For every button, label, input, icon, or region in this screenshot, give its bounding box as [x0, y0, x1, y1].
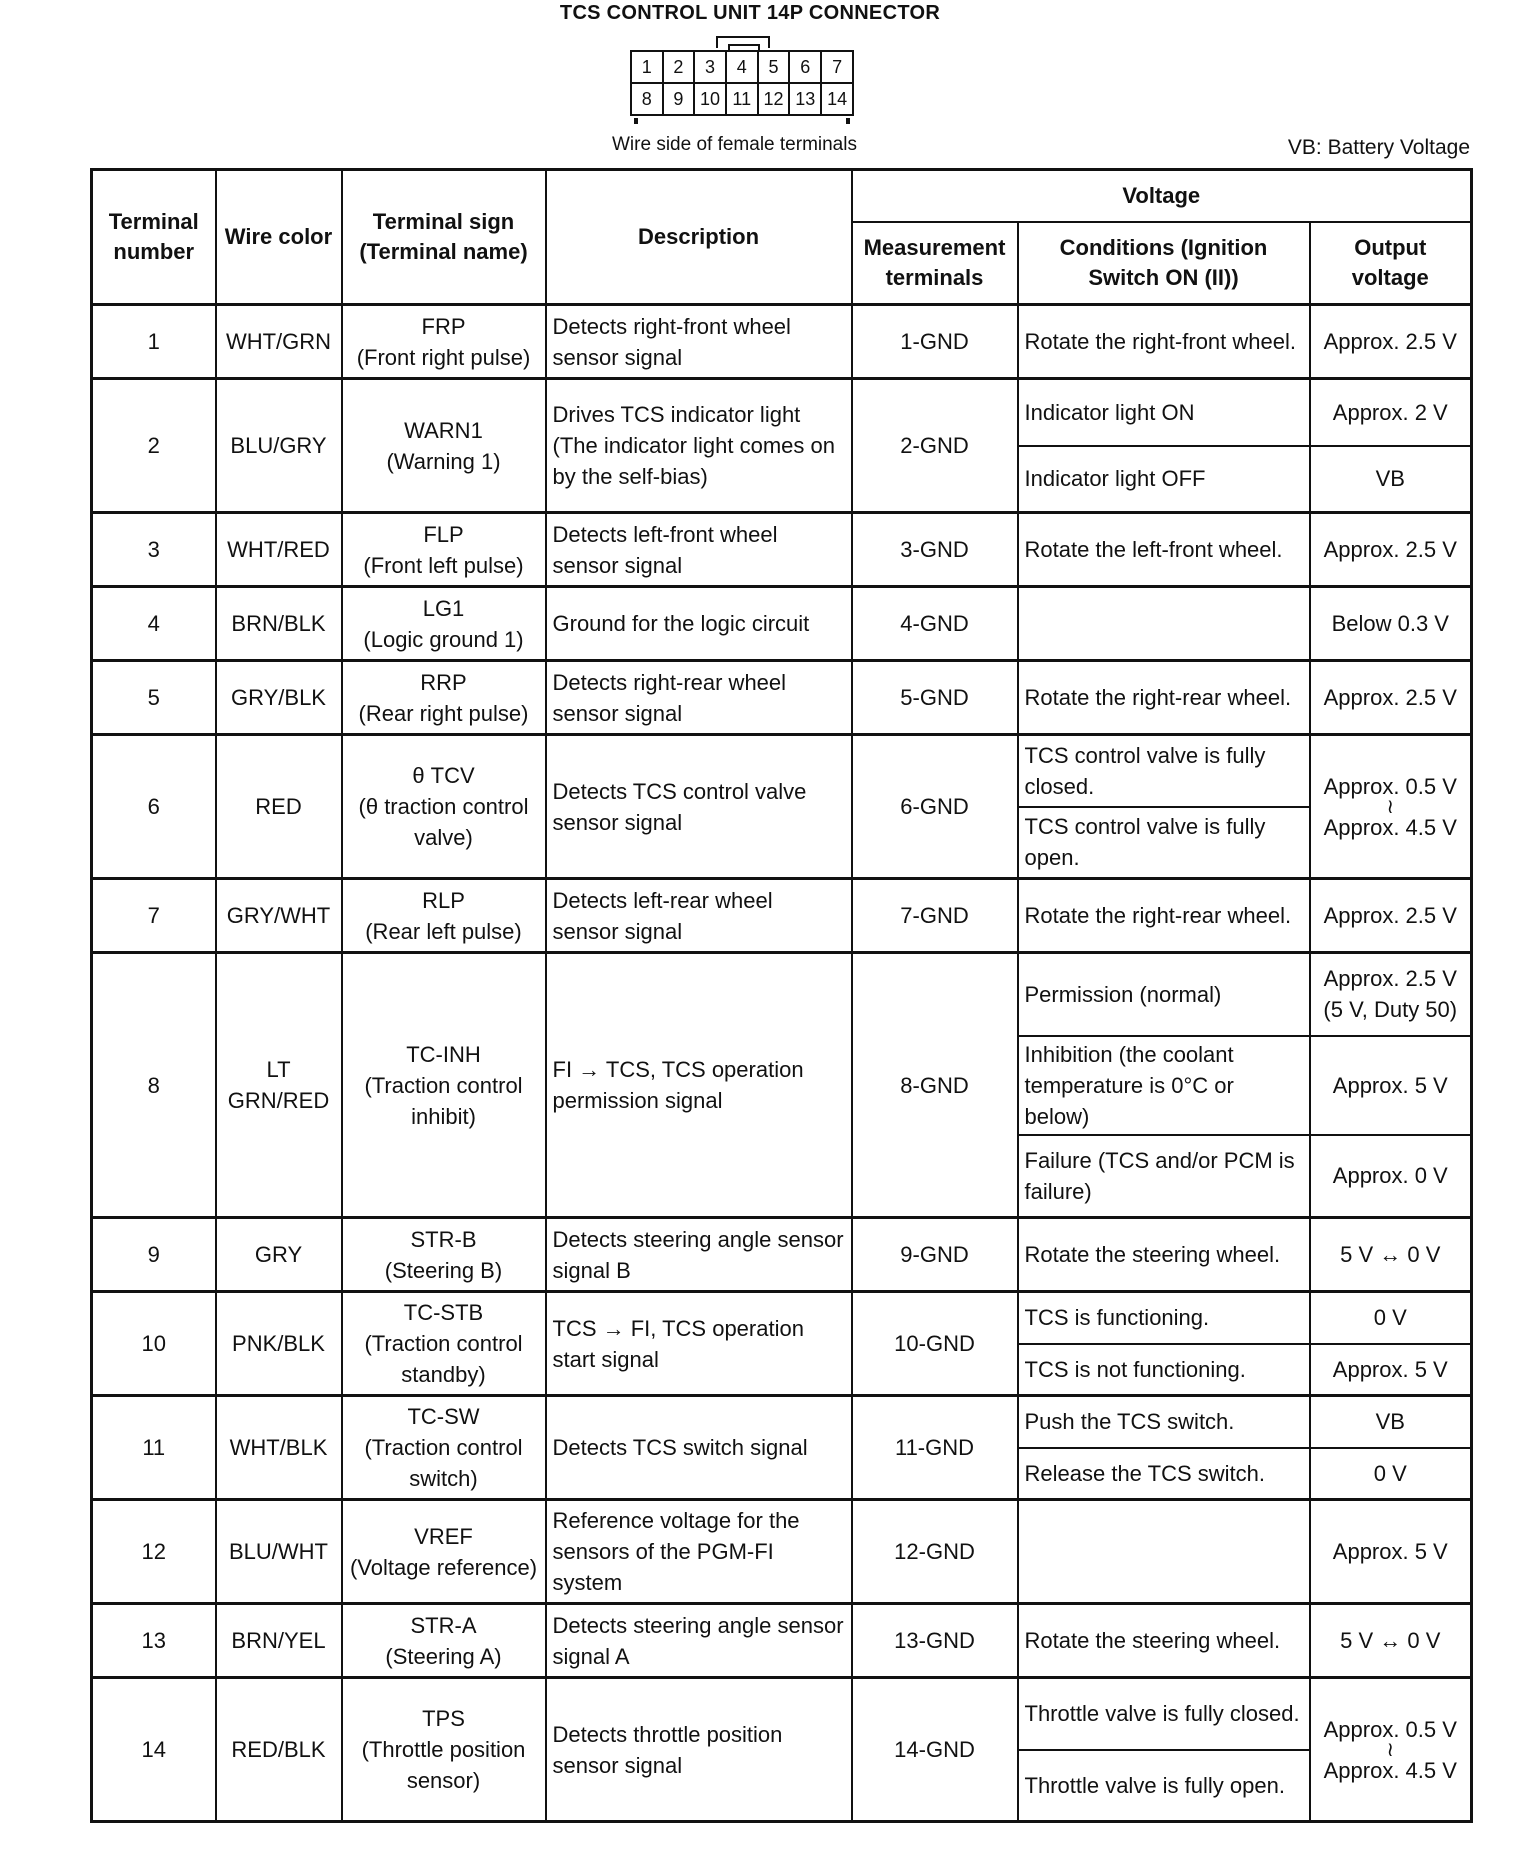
measurement-terminals-cell: 6-GND	[852, 735, 1018, 879]
description-cell: Detects TCS switch signal	[546, 1396, 852, 1500]
terminal-sign-cell	[342, 1604, 546, 1678]
output-voltage-cell: 5 V ↔ 0 V	[1310, 1604, 1472, 1678]
table-row	[92, 953, 1472, 1036]
terminal-number-cell: 12	[92, 1500, 216, 1604]
terminal-sign-cell	[342, 587, 546, 661]
description-cell: Detects throttle position sensor signal	[546, 1678, 852, 1822]
description-cell: Detects left-rear wheel sensor signal	[546, 879, 852, 953]
terminal-sign-cell	[342, 513, 546, 587]
terminal-sign-name: (Rear right pulse)	[358, 700, 529, 726]
terminal-sign-cell	[342, 735, 546, 879]
vb-note: VB: Battery Voltage	[1287, 136, 1470, 159]
terminal-sign-name: (Warning 1)	[386, 448, 501, 474]
condition-cell: Indicator light OFF	[1018, 446, 1310, 513]
terminal-sign-code: RLP	[422, 887, 465, 913]
table-body	[92, 305, 1472, 1822]
table-row	[92, 735, 1472, 807]
terminal-table	[90, 168, 1473, 1823]
pin-cell: 7	[821, 51, 853, 83]
measurement-terminals-cell: 9-GND	[852, 1218, 1018, 1292]
range-tilde-icon: ≀	[1386, 1738, 1395, 1761]
terminal-sign-code: θ TCV	[412, 763, 475, 788]
terminal-sign-code: TC-STB	[403, 1300, 484, 1325]
terminal-sign-cell	[342, 305, 546, 379]
terminal-sign-name: (Front left pulse)	[363, 552, 524, 578]
output-voltage-cell: VB	[1310, 1396, 1472, 1448]
wire-color-cell: RED/BLK	[216, 1678, 342, 1822]
terminal-number-cell: 9	[92, 1218, 216, 1292]
output-voltage-min: Approx. 0.5 V	[1323, 773, 1457, 799]
table-row	[92, 1396, 1472, 1448]
description-cell: TCS → FI, TCS operation start signal	[546, 1292, 852, 1396]
pin-cell: 3	[694, 51, 726, 83]
description-cell: Detects right-front wheel sensor signal	[546, 305, 852, 379]
terminal-sign-code: FRP	[421, 313, 466, 339]
output-voltage-range-cell	[1310, 1678, 1472, 1822]
terminal-number-cell: 6	[92, 735, 216, 879]
wire-color-cell: BRN/YEL	[216, 1604, 342, 1678]
header-output-voltage: Output voltage	[1310, 222, 1472, 305]
terminal-sign-name: (θ traction control valve)	[358, 794, 529, 850]
condition-cell: TCS is not functioning.	[1018, 1344, 1310, 1396]
condition-cell: Permission (normal)	[1018, 953, 1310, 1036]
terminal-number-cell: 14	[92, 1678, 216, 1822]
wire-color-cell: BLU/GRY	[216, 379, 342, 513]
output-voltage-cell: Below 0.3 V	[1310, 587, 1472, 661]
table-row	[92, 1292, 1472, 1344]
terminal-number-cell: 11	[92, 1396, 216, 1500]
header-measurement-terminals: Measurement terminals	[852, 222, 1018, 305]
output-voltage-cell: Approx. 5 V	[1310, 1344, 1472, 1396]
header-terminal-sign: Terminal sign (Terminal name)	[342, 170, 546, 305]
measurement-terminals-cell: 4-GND	[852, 587, 1018, 661]
terminal-number-cell: 1	[92, 305, 216, 379]
output-voltage-cell: Approx. 2 V	[1310, 379, 1472, 446]
terminal-sign-code: VREF	[414, 1523, 473, 1549]
terminal-sign-name: (Logic ground 1)	[363, 626, 524, 652]
wire-side-label: Wire side of female terminals	[612, 134, 857, 155]
terminal-number-cell: 5	[92, 661, 216, 735]
wire-color-cell: RED	[216, 735, 342, 879]
description-cell: Detects steering angle sensor signal B	[546, 1218, 852, 1292]
description-cell: Drives TCS indicator light (The indicator light comes on by the self-bias)	[546, 379, 852, 513]
pin-cell: 12	[758, 83, 790, 115]
pin-cell: 1	[631, 51, 663, 83]
connector-title: TCS CONTROL UNIT 14P CONNECTOR	[559, 2, 941, 24]
pin-cell: 8	[631, 83, 663, 115]
wire-color-cell: LT GRN/RED	[216, 953, 342, 1218]
measurement-terminals-cell: 5-GND	[852, 661, 1018, 735]
terminal-number-cell: 2	[92, 379, 216, 513]
terminal-number-cell: 3	[92, 513, 216, 587]
output-voltage-cell: 0 V	[1310, 1448, 1472, 1500]
description-cell: Reference voltage for the sensors of the PGM-FI system	[546, 1500, 852, 1604]
condition-cell: Rotate the left-front wheel.	[1018, 513, 1310, 587]
description-cell: Detects steering angle sensor signal A	[546, 1604, 852, 1678]
pin-cell: 9	[663, 83, 695, 115]
terminal-sign-code: STR-A	[410, 1612, 477, 1638]
condition-cell: Failure (TCS and/or PCM is failure)	[1018, 1135, 1310, 1218]
output-voltage-cell: Approx. 0 V	[1310, 1135, 1472, 1218]
measurement-terminals-cell: 3-GND	[852, 513, 1018, 587]
condition-cell: Throttle valve is fully closed.	[1018, 1678, 1310, 1750]
condition-cell: Rotate the right-rear wheel.	[1018, 661, 1310, 735]
description-cell: Ground for the logic circuit	[546, 587, 852, 661]
terminal-sign-cell	[342, 1396, 546, 1500]
table-row	[92, 661, 1472, 735]
output-voltage-cell: VB	[1310, 446, 1472, 513]
pin-row-bottom	[631, 83, 853, 115]
measurement-terminals-cell: 8-GND	[852, 953, 1018, 1218]
wire-color-cell: BRN/BLK	[216, 587, 342, 661]
table-header	[92, 170, 1472, 305]
connector-diagram	[630, 50, 854, 118]
output-voltage-cell: Approx. 2.5 V	[1310, 879, 1472, 953]
wire-color-cell: WHT/BLK	[216, 1396, 342, 1500]
connector-pin-grid	[630, 50, 854, 116]
output-voltage-cell: Approx. 2.5 V	[1310, 513, 1472, 587]
header-terminal-number: Terminal number	[92, 170, 216, 305]
terminal-sign-code: TC-SW	[407, 1404, 480, 1429]
condition-cell: Push the TCS switch.	[1018, 1396, 1310, 1448]
pin-cell: 4	[726, 51, 758, 83]
pin-cell: 5	[758, 51, 790, 83]
condition-cell: TCS control valve is fully closed.	[1018, 735, 1310, 807]
terminal-sign-name: (Rear left pulse)	[365, 918, 522, 944]
wire-color-cell: BLU/WHT	[216, 1500, 342, 1604]
table-row	[92, 1678, 1472, 1750]
wire-color-cell: GRY/BLK	[216, 661, 342, 735]
condition-cell: Rotate the steering wheel.	[1018, 1218, 1310, 1292]
header-conditions: Conditions (Ignition Switch ON (II))	[1018, 222, 1310, 305]
condition-cell: Rotate the steering wheel.	[1018, 1604, 1310, 1678]
table-row	[92, 879, 1472, 953]
measurement-terminals-cell: 10-GND	[852, 1292, 1018, 1396]
terminal-sign-name: (Traction control inhibit)	[364, 1072, 523, 1129]
range-tilde-icon: ≀	[1386, 795, 1395, 818]
terminal-sign-name: (Traction control switch)	[364, 1435, 523, 1491]
condition-cell: Indicator light ON	[1018, 379, 1310, 446]
terminal-sign-name: (Steering B)	[384, 1257, 503, 1283]
output-voltage-cell: Approx. 5 V	[1310, 1500, 1472, 1604]
terminal-sign-code: TPS	[422, 1706, 465, 1731]
terminal-sign-cell	[342, 953, 546, 1218]
header-description: Description	[546, 170, 852, 305]
connector-ear	[846, 118, 850, 124]
header-wire-color: Wire color	[216, 170, 342, 305]
terminal-sign-code: STR-B	[410, 1226, 477, 1252]
output-voltage-cell: Approx. 2.5 V	[1310, 661, 1472, 735]
condition-cell: Rotate the right-rear wheel.	[1018, 879, 1310, 953]
output-voltage-cell: Approx. 2.5 V (5 V, Duty 50)	[1310, 953, 1472, 1036]
measurement-terminals-cell: 11-GND	[852, 1396, 1018, 1500]
pin-cell: 10	[694, 83, 726, 115]
connector-ear	[634, 118, 638, 124]
pin-cell: 2	[663, 51, 695, 83]
measurement-terminals-cell: 2-GND	[852, 379, 1018, 513]
terminal-sign-name: (Voltage reference)	[349, 1554, 538, 1580]
terminal-sign-code: TC-INH	[406, 1041, 481, 1067]
wire-color-cell: WHT/RED	[216, 513, 342, 587]
condition-cell: TCS control valve is fully open.	[1018, 807, 1310, 879]
header-voltage: Voltage	[852, 170, 1472, 223]
pin-row-top	[631, 51, 853, 83]
terminal-number-cell: 10	[92, 1292, 216, 1396]
wire-color-cell: PNK/BLK	[216, 1292, 342, 1396]
terminal-sign-cell	[342, 1500, 546, 1604]
table-row	[92, 379, 1472, 446]
description-cell: Detects right-rear wheel sensor signal	[546, 661, 852, 735]
description-cell: FI → TCS, TCS operation permission signal	[546, 953, 852, 1218]
terminal-sign-cell	[342, 1218, 546, 1292]
output-voltage-range-cell	[1310, 735, 1472, 879]
terminal-sign-cell	[342, 1678, 546, 1822]
wire-color-cell: GRY/WHT	[216, 879, 342, 953]
measurement-terminals-cell: 12-GND	[852, 1500, 1018, 1604]
terminal-sign-cell	[342, 379, 546, 513]
measurement-terminals-cell: 14-GND	[852, 1678, 1018, 1822]
pin-cell: 6	[789, 51, 821, 83]
measurement-terminals-cell: 1-GND	[852, 305, 1018, 379]
pin-cell: 14	[821, 83, 853, 115]
measurement-terminals-cell: 13-GND	[852, 1604, 1018, 1678]
description-cell: Detects TCS control valve sensor signal	[546, 735, 852, 879]
table-row	[92, 587, 1472, 661]
condition-cell: TCS is functioning.	[1018, 1292, 1310, 1344]
output-voltage-cell: Approx. 2.5 V	[1310, 305, 1472, 379]
output-voltage-cell: Approx. 5 V	[1310, 1036, 1472, 1135]
terminal-number-cell: 13	[92, 1604, 216, 1678]
terminal-number-cell: 4	[92, 587, 216, 661]
table-row	[92, 305, 1472, 379]
table-row	[92, 1218, 1472, 1292]
terminal-sign-cell	[342, 661, 546, 735]
condition-cell	[1018, 1500, 1310, 1604]
output-voltage-min: Approx. 0.5 V	[1323, 1716, 1457, 1742]
condition-cell: Release the TCS switch.	[1018, 1448, 1310, 1500]
terminal-sign-name: (Traction control standby)	[364, 1331, 523, 1387]
terminal-sign-name: (Steering A)	[385, 1643, 502, 1669]
terminal-number-cell: 8	[92, 953, 216, 1218]
terminal-sign-code: RRP	[420, 669, 467, 695]
measurement-terminals-cell: 7-GND	[852, 879, 1018, 953]
output-voltage-max: Approx. 4.5 V	[1323, 1757, 1457, 1783]
terminal-sign-cell	[342, 879, 546, 953]
wire-color-cell: WHT/GRN	[216, 305, 342, 379]
description-cell: Detects left-front wheel sensor signal	[546, 513, 852, 587]
terminal-sign-code: FLP	[423, 521, 464, 547]
terminal-sign-code: WARN1	[404, 417, 483, 443]
pin-cell: 11	[726, 83, 758, 115]
table-row	[92, 513, 1472, 587]
pin-cell: 13	[789, 83, 821, 115]
condition-cell: Rotate the right-front wheel.	[1018, 305, 1310, 379]
terminal-sign-name: (Front right pulse)	[356, 344, 531, 370]
terminal-sign-cell	[342, 1292, 546, 1396]
terminal-sign-code: LG1	[422, 595, 465, 621]
condition-cell: Inhibition (the coolant temperature is 0°C or below)	[1018, 1036, 1310, 1135]
table-row	[92, 1604, 1472, 1678]
output-voltage-cell: 0 V	[1310, 1292, 1472, 1344]
terminal-number-cell: 7	[92, 879, 216, 953]
terminal-sign-name: (Throttle position sensor)	[361, 1737, 526, 1793]
table-row	[92, 1500, 1472, 1604]
wire-color-cell: GRY	[216, 1218, 342, 1292]
condition-cell	[1018, 587, 1310, 661]
output-voltage-cell: 5 V ↔ 0 V	[1310, 1218, 1472, 1292]
output-voltage-max: Approx. 4.5 V	[1323, 814, 1457, 840]
condition-cell: Throttle valve is fully open.	[1018, 1750, 1310, 1822]
